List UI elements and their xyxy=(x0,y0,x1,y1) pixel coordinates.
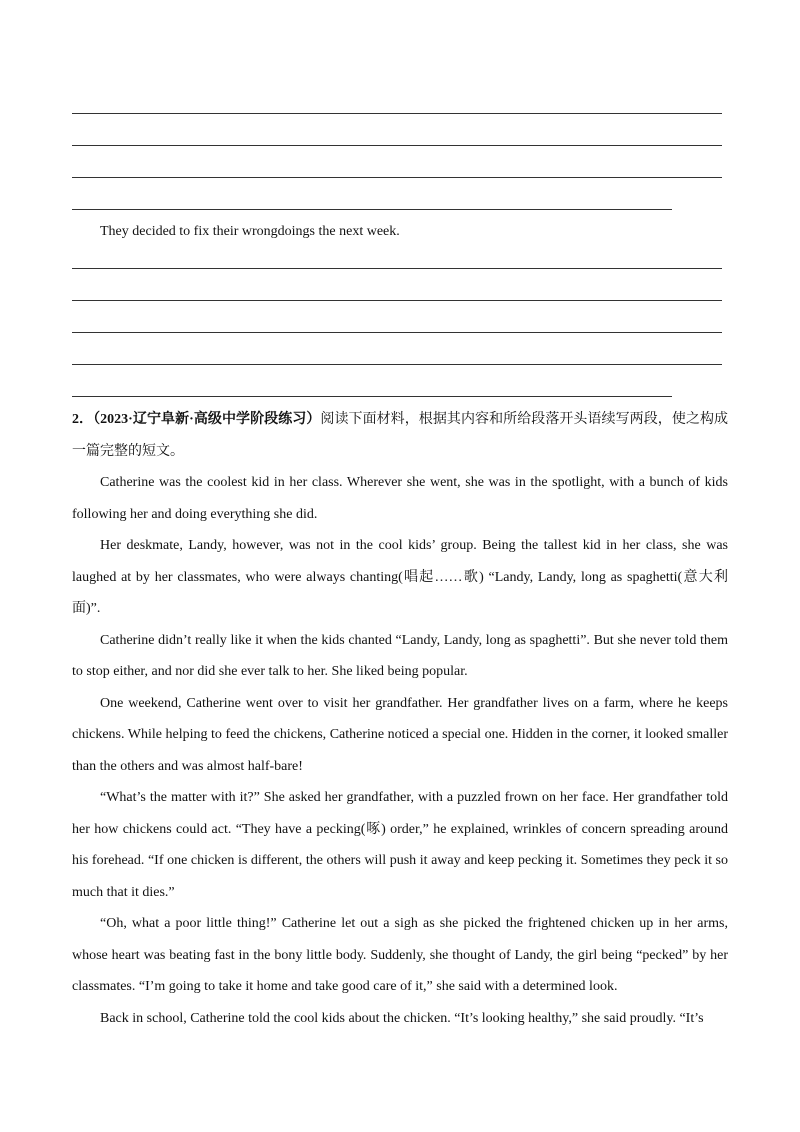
continuation-sentence: They decided to fix their wrongdoings the next week. xyxy=(100,224,400,239)
answer-line[interactable] xyxy=(72,364,722,365)
question-heading xyxy=(72,404,728,467)
answer-line[interactable] xyxy=(72,113,722,114)
answer-line[interactable] xyxy=(72,177,722,178)
answer-line[interactable] xyxy=(72,268,722,269)
passage-paragraph: “What’s the matter with it?” She asked her grandfather, with a puzzled frown on her face. Her grandfather told her how chickens could act. “They have a pecking(啄) order,” he explained, wrinkles of concern spreading around his forehead. “If one chicken is different, the others will push it away and keep pecking it. Sometimes they peck it so much that it dies.” xyxy=(72,790,728,900)
answer-line[interactable] xyxy=(72,209,672,210)
passage-paragraph: Catherine was the coolest kid in her class. Wherever she went, she was in the spotlight, with a bunch of kids following her and doing everything she did. xyxy=(72,475,728,522)
passage-paragraph: “Oh, what a poor little thing!” Catherine let out a sigh as she picked the frightened chicken up in her arms, whose heart was beating fast in the bony little body. Suddenly, she thought of Landy, the girl being “pecked” by her classmates. “I’m going to take it home and take good care of it,” she said with a determined look. xyxy=(72,916,728,994)
question-source: （2023·辽宁阜新·高级中学阶段练习） xyxy=(93,412,321,427)
question-instruction: 阅读下面材料，根据其内容和所给段落开头语续写两段，使之构成一篇完整的短文。 xyxy=(72,412,729,459)
passage-paragraph: One weekend, Catherine went over to visit her grandfather. Her grandfather lives on a farm, where he keeps chickens. While helping to feed the chickens, Catherine noticed a special one. Hidden in the corner, it looked smaller than the others and was almost half-bare! xyxy=(72,695,728,774)
question-number: 2． xyxy=(72,412,94,427)
question-passage xyxy=(72,404,728,1034)
answer-line[interactable] xyxy=(72,300,722,301)
passage-paragraph: Catherine didn’t really like it when the kids chanted “Landy, Landy, long as spaghetti”. But she never told them to stop either, and nor did she ever talk to her. She liked being popular. xyxy=(72,632,728,679)
passage-paragraph: Back in school, Catherine told the cool kids about the chicken. “It’s looking healthy,” she said proudly. “It’s xyxy=(100,1010,704,1026)
answer-line[interactable] xyxy=(72,145,722,146)
answer-line[interactable] xyxy=(72,332,722,333)
answer-line[interactable] xyxy=(72,396,672,397)
passage-paragraph: Her deskmate, Landy, however, was not in the cool kids’ group. Being the tallest kid in her class, she was laughed at by her classmates, who were always chanting(唱起……歌) “Landy, Landy, long as spaghetti(意大利面)”. xyxy=(72,538,728,616)
